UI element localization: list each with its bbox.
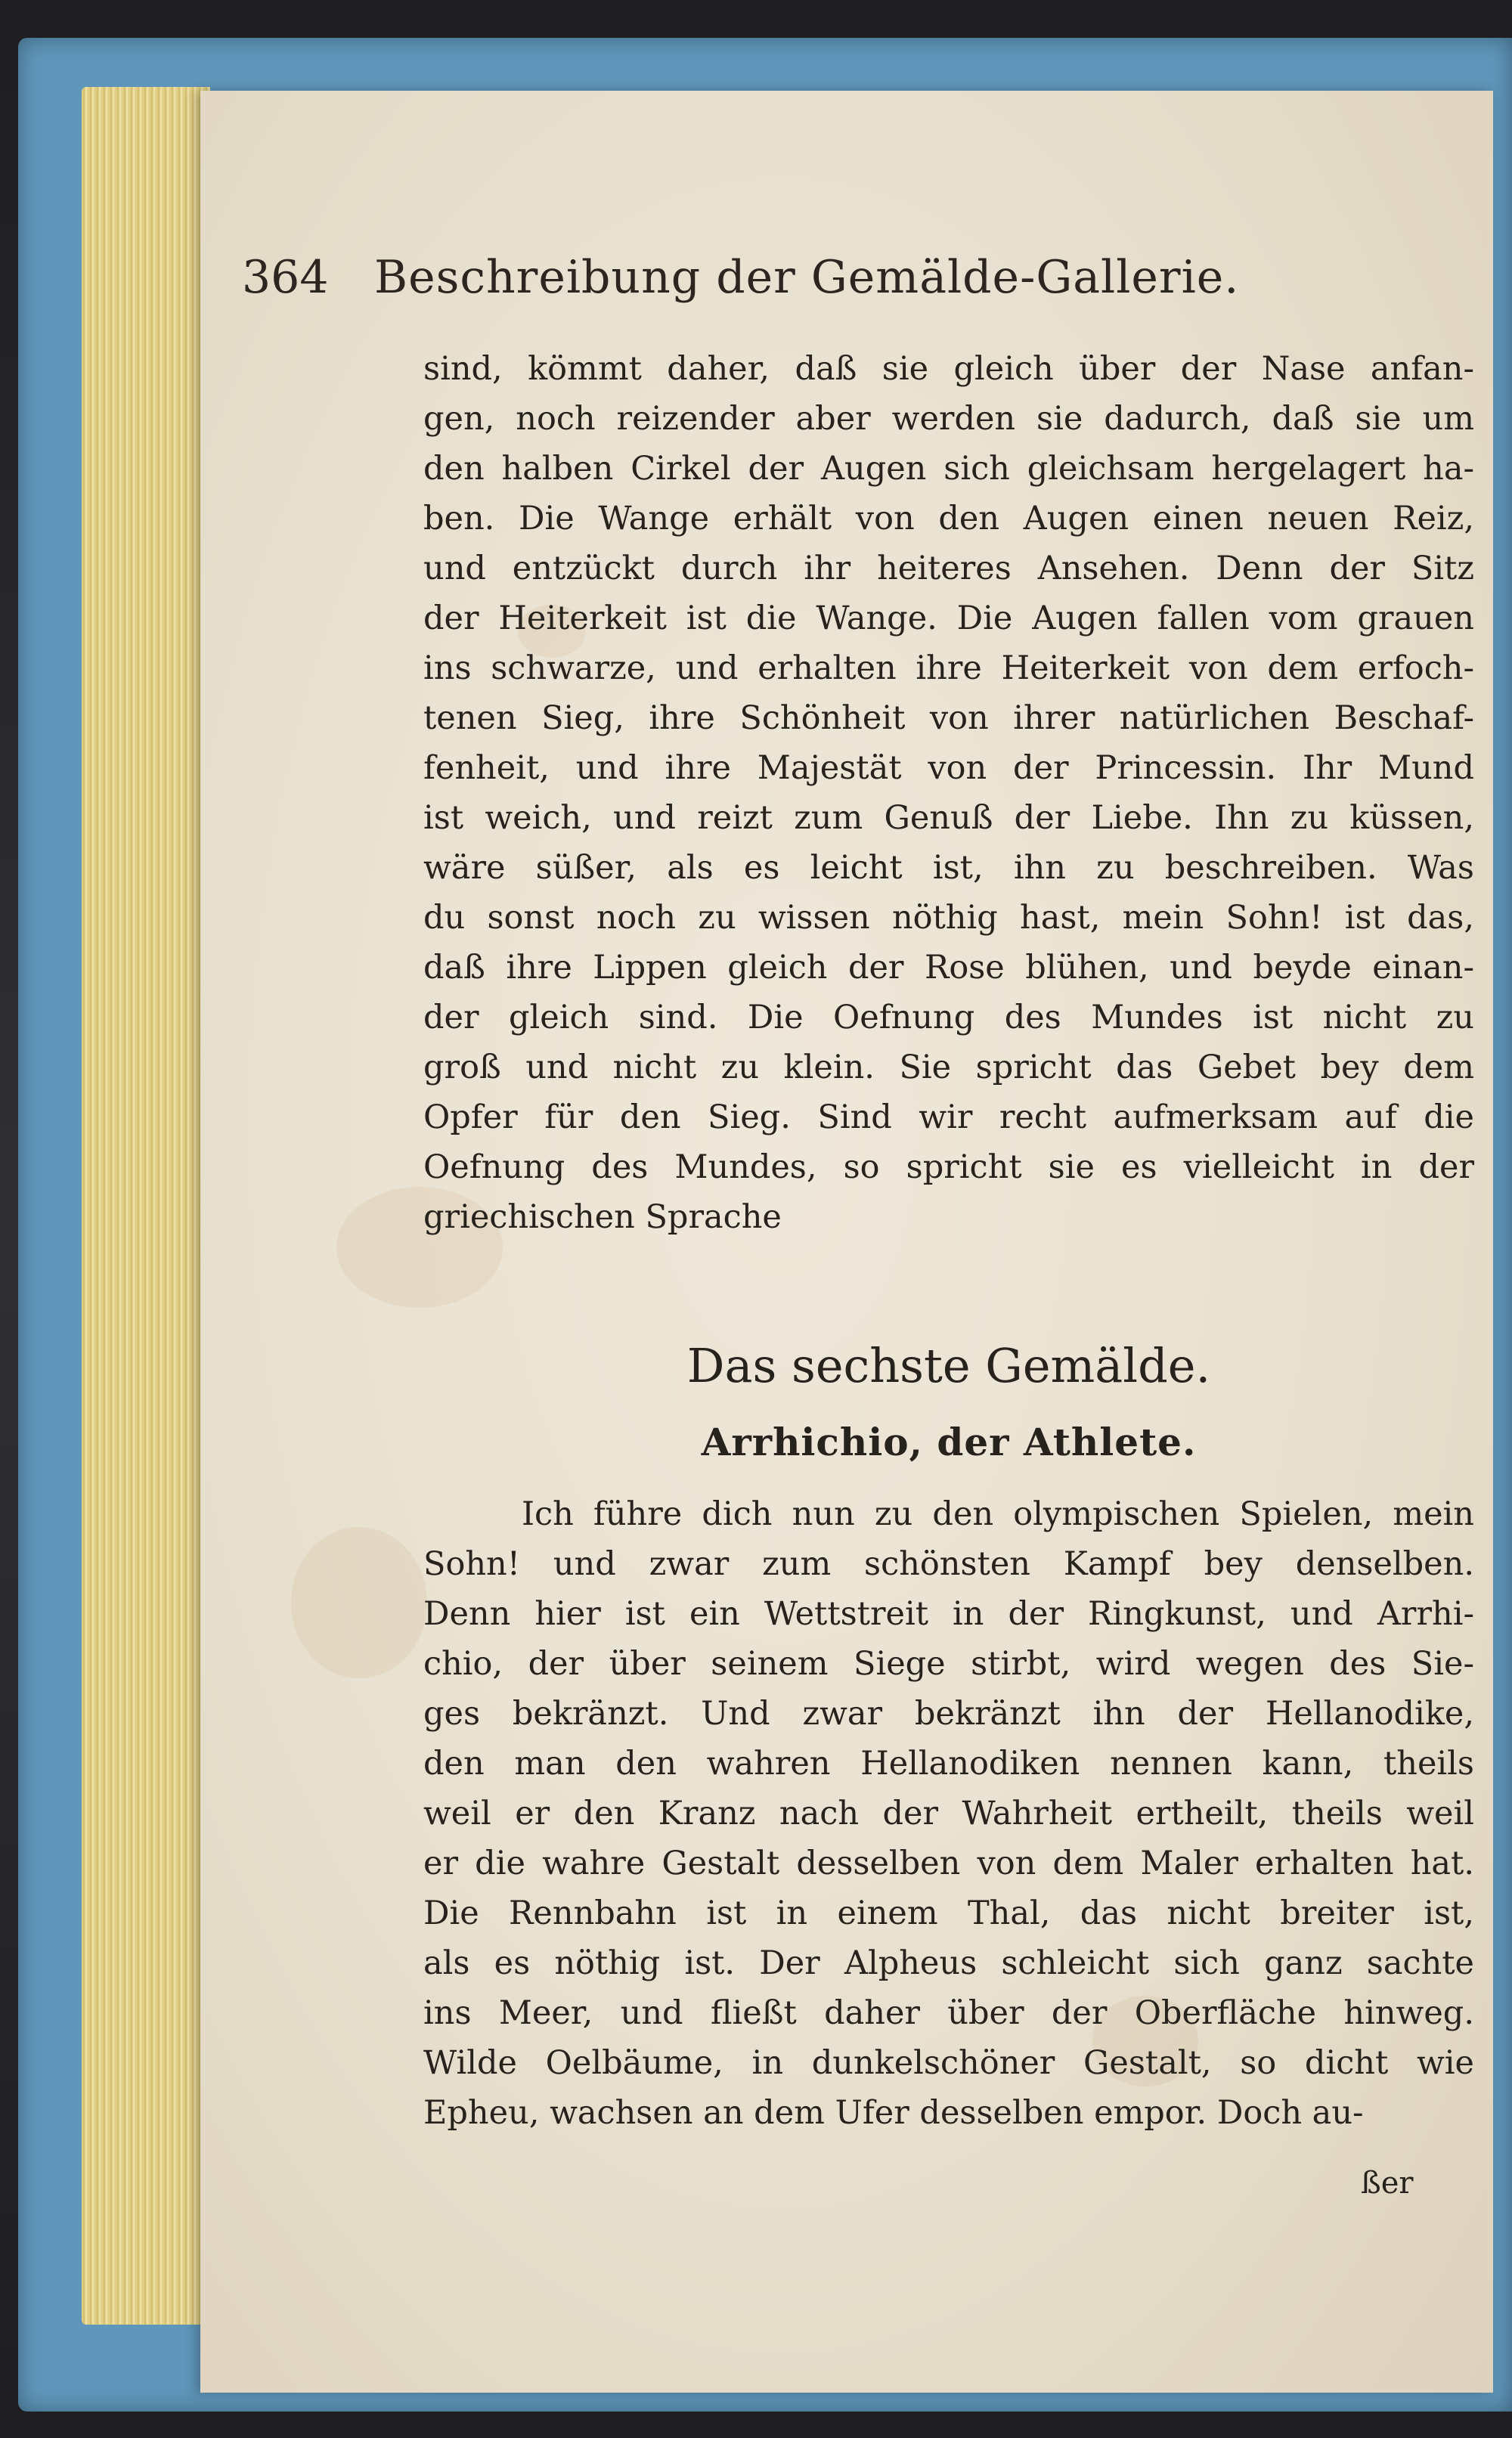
text-line: den halben Cirkel der Augen sich gleichsam hergelagert ha- bbox=[423, 450, 1474, 488]
text-line: Sohn! und zwar zum schönsten Kampf bey denselben. bbox=[423, 1545, 1474, 1583]
catchword: ßer bbox=[1361, 2166, 1414, 2201]
text-line: ins schwarze, und erhalten ihre Heiterkeit von dem erfoch- bbox=[423, 649, 1474, 687]
text-line: Opfer für den Sieg. Sind wir recht aufmerksam auf die bbox=[423, 1098, 1474, 1136]
text-line: groß und nicht zu klein. Sie spricht das Gebet bey dem bbox=[423, 1049, 1474, 1086]
page-number: 364 bbox=[242, 251, 329, 304]
page-header bbox=[242, 243, 1376, 327]
text-line: daß ihre Lippen gleich der Rose blühen, und beyde einan- bbox=[423, 949, 1474, 987]
text-line: der gleich sind. Die Oefnung des Mundes ist nicht zu bbox=[423, 999, 1474, 1036]
text-line: der Heiterkeit ist die Wange. Die Augen fallen vom grauen bbox=[423, 599, 1474, 637]
text-line: ins Meer, und fließt daher über der Oberfläche hinweg. bbox=[423, 1994, 1474, 2032]
text-line: griechischen Sprache bbox=[423, 1198, 782, 1236]
section-title: Das sechste Gemälde. bbox=[686, 1338, 1211, 1393]
text-line: als es nöthig ist. Der Alpheus schleicht sich ganz sachte bbox=[423, 1944, 1474, 1982]
text-line: er die wahre Gestalt desselben von dem Maler erhalten hat. bbox=[423, 1845, 1474, 1882]
text-line: den man den wahren Hellanodiken nennen kann, theils bbox=[423, 1745, 1474, 1783]
text-line: chio, der über seinem Siege stirbt, wird wegen des Sie- bbox=[423, 1645, 1474, 1683]
foxing-stain bbox=[291, 1527, 427, 1678]
text-line: Ich führe dich nun zu den olympischen Spielen, mein bbox=[522, 1495, 1474, 1533]
section-subtitle: Arrhichio, der Athlete. bbox=[701, 1420, 1197, 1464]
gilt-page-edges bbox=[82, 87, 210, 2325]
text-line: Denn hier ist ein Wettstreit in der Ringkunst, und Arrhi- bbox=[423, 1595, 1474, 1633]
text-line: fenheit, und ihre Majestät von der Princessin. Ihr Mund bbox=[423, 749, 1474, 787]
text-line: ben. Die Wange erhält von den Augen einen neuen Reiz, bbox=[423, 500, 1474, 537]
text-line: wäre süßer, als es leicht ist, ihn zu beschreiben. Was bbox=[423, 849, 1474, 887]
text-line: ist weich, und reizt zum Genuß der Liebe. Ihn zu küssen, bbox=[423, 799, 1474, 837]
text-line: Epheu, wachsen an dem Ufer desselben empor. Doch au- bbox=[423, 2094, 1364, 2132]
paragraph-continued bbox=[423, 344, 1474, 1242]
text-line: du sonst noch zu wissen nöthig hast, mein Sohn! ist das, bbox=[423, 899, 1474, 937]
text-line: gen, noch reizender aber werden sie dadurch, daß sie um bbox=[423, 400, 1474, 438]
paragraph-arrhichio bbox=[423, 1489, 1474, 2138]
text-line: weil er den Kranz nach der Wahrheit ertheilt, theils weil bbox=[423, 1795, 1474, 1832]
text-line: ges bekränzt. Und zwar bekränzt ihn der Hellanodike, bbox=[423, 1695, 1474, 1733]
running-head: Beschreibung der Gemälde-Gallerie. bbox=[374, 251, 1240, 304]
text-line: und entzückt durch ihr heiteres Ansehen. Denn der Sitz bbox=[423, 550, 1474, 587]
text-line: sind, kömmt daher, daß sie gleich über der Nase anfan- bbox=[423, 350, 1474, 388]
text-line: Oefnung des Mundes, so spricht sie es vielleicht in der bbox=[423, 1148, 1474, 1186]
text-line: Wilde Oelbäume, in dunkelschöner Gestalt, so dicht wie bbox=[423, 2044, 1474, 2082]
text-line: tenen Sieg, ihre Schönheit von ihrer natürlichen Beschaf- bbox=[423, 699, 1474, 737]
text-line: Die Rennbahn ist in einem Thal, das nicht breiter ist, bbox=[423, 1894, 1474, 1932]
